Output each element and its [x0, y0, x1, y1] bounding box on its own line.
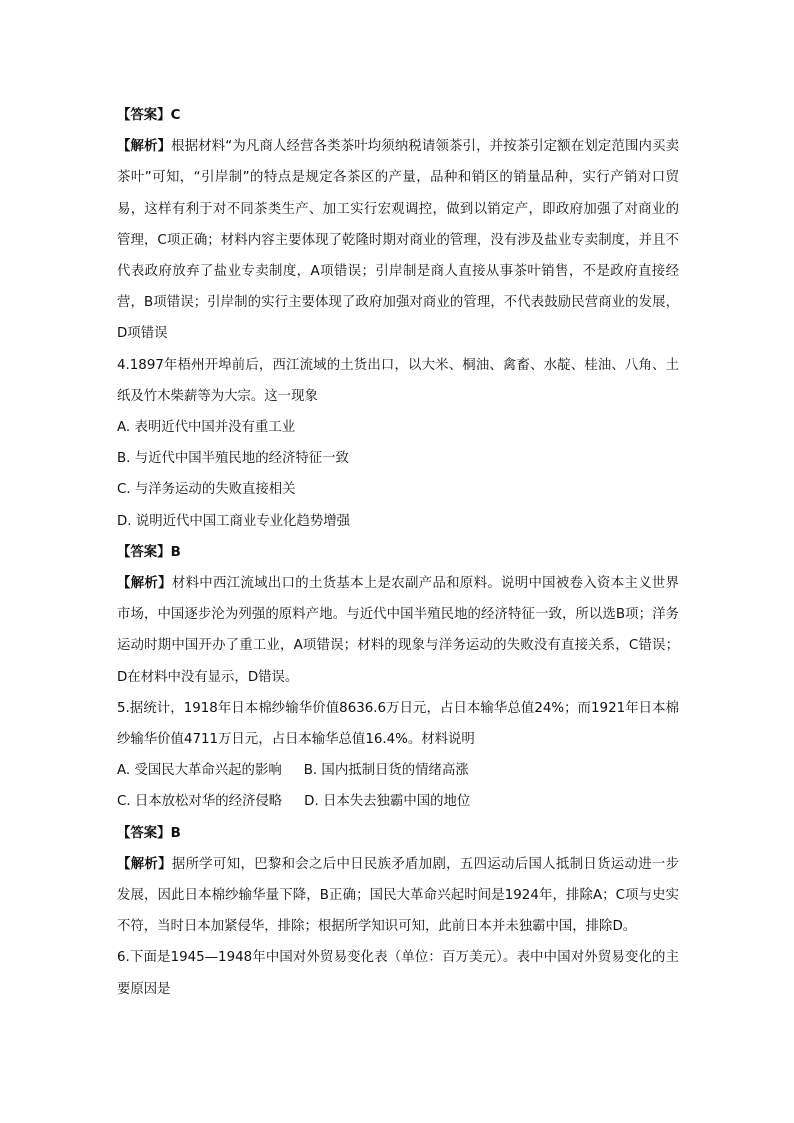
- q5-option-a: A. 受国民大革命兴起的影响: [117, 763, 282, 779]
- q5-analysis: [117, 849, 679, 943]
- analysis-tag: 【解析】: [117, 576, 172, 592]
- q4-stem: 4.1897年梧州开埠前后，西江流域的土货出口，以大米、桐油、禽畜、水靛、桂油、八角、土纸及竹木柴薪等为大宗。这一现象: [117, 357, 679, 404]
- q3-answer: [117, 100, 679, 131]
- q5-option-d: D. 日本失去独霸中国的地位: [304, 794, 471, 810]
- q5-options-row-1: [117, 755, 679, 786]
- q6-stem: 6.下面是1945—1948年中国对外贸易变化表（单位：百万美元）。表中中国对外贸易变化的主要原因是: [117, 950, 679, 997]
- analysis-tag: 【解析】: [117, 139, 172, 155]
- q5-options-row-2: [117, 786, 679, 817]
- answer-value: B: [170, 544, 181, 560]
- page-content: [117, 100, 679, 1005]
- analysis-text: 根据材料“为凡商人经营各类茶叶均须纳税请领茶引，并按茶引定额在划定范围内买卖茶叶”可知，“引岸制”的特点是规定各茶区的产量，品种和销区的销量品种，实行产销对口贸易，这样有利于对不同茶类生产、加工实行宏观调控，做到以销定产，即政府加强了对商业的管理，C项正确；材料内容主要体现了乾隆时期对商业的管理，没有涉及盐业专卖制度，并且不代表政府放弃了盐业专卖制度，A项错误；引岸制是商人直接从事茶叶销售，不是政府直接经营，B项错误；引岸制的实行主要体现了政府加强对商业的管理，不代表鼓励民营商业的发展，D项错误: [117, 139, 680, 342]
- q4-option-a: A. 表明近代中国并没有重工业: [117, 420, 296, 436]
- q4-analysis: [117, 568, 679, 693]
- answer-value: C: [170, 108, 181, 123]
- q5-stem: 5.据统计，1918年日本棉纱输华价值8636.6万日元，占日本输华总值24%；而1921年日本棉纱输华价值4711万日元，占日本输华总值16.4%。材料说明: [117, 700, 679, 748]
- q4-option-b: B. 与近代中国半殖民地的经济特征一致: [117, 451, 349, 467]
- answer-tag: 【答案】: [117, 108, 171, 123]
- q3-analysis: [117, 131, 679, 349]
- analysis-text: 据所学可知，巴黎和会之后中日民族矛盾加剧，五四运动后国人抵制日货运动进一步发展，因此日本棉纱输华量下降，B正确；国民大革命兴起时间是1924年，排除A；C项与史实不符，当时日本加紧侵华，排除；根据所学知识可知，此前日本并未独霸中国，排除D。: [117, 856, 680, 935]
- q5-option-b: B. 国内抵制日货的情绪高涨: [303, 763, 469, 779]
- analysis-text: 材料中西江流域出口的土货基本上是农副产品和原料。说明中国被卷入资本主义世界市场，中国逐步沦为列强的原料产地。与近代中国半殖民地的经济特征一致，所以选B项；洋务运动时期中国开办了重工业，A项错误；材料的现象与洋务运动的失败没有直接关系，C错误；D在材料中没有显示，D错误。: [117, 576, 680, 685]
- answer-tag: 【答案】: [117, 825, 171, 841]
- q4-option-c: C. 与洋务运动的失败直接相关: [117, 482, 296, 498]
- q5-answer: [117, 818, 679, 849]
- q4-answer: [117, 537, 679, 568]
- answer-value: B: [170, 825, 181, 841]
- analysis-tag: 【解析】: [117, 856, 172, 872]
- q4-option-d: D. 说明近代中国工商业专业化趋势增强: [117, 513, 351, 529]
- q5-option-c: C. 日本放松对华的经济侵略: [117, 794, 283, 810]
- answer-tag: 【答案】: [117, 544, 171, 560]
